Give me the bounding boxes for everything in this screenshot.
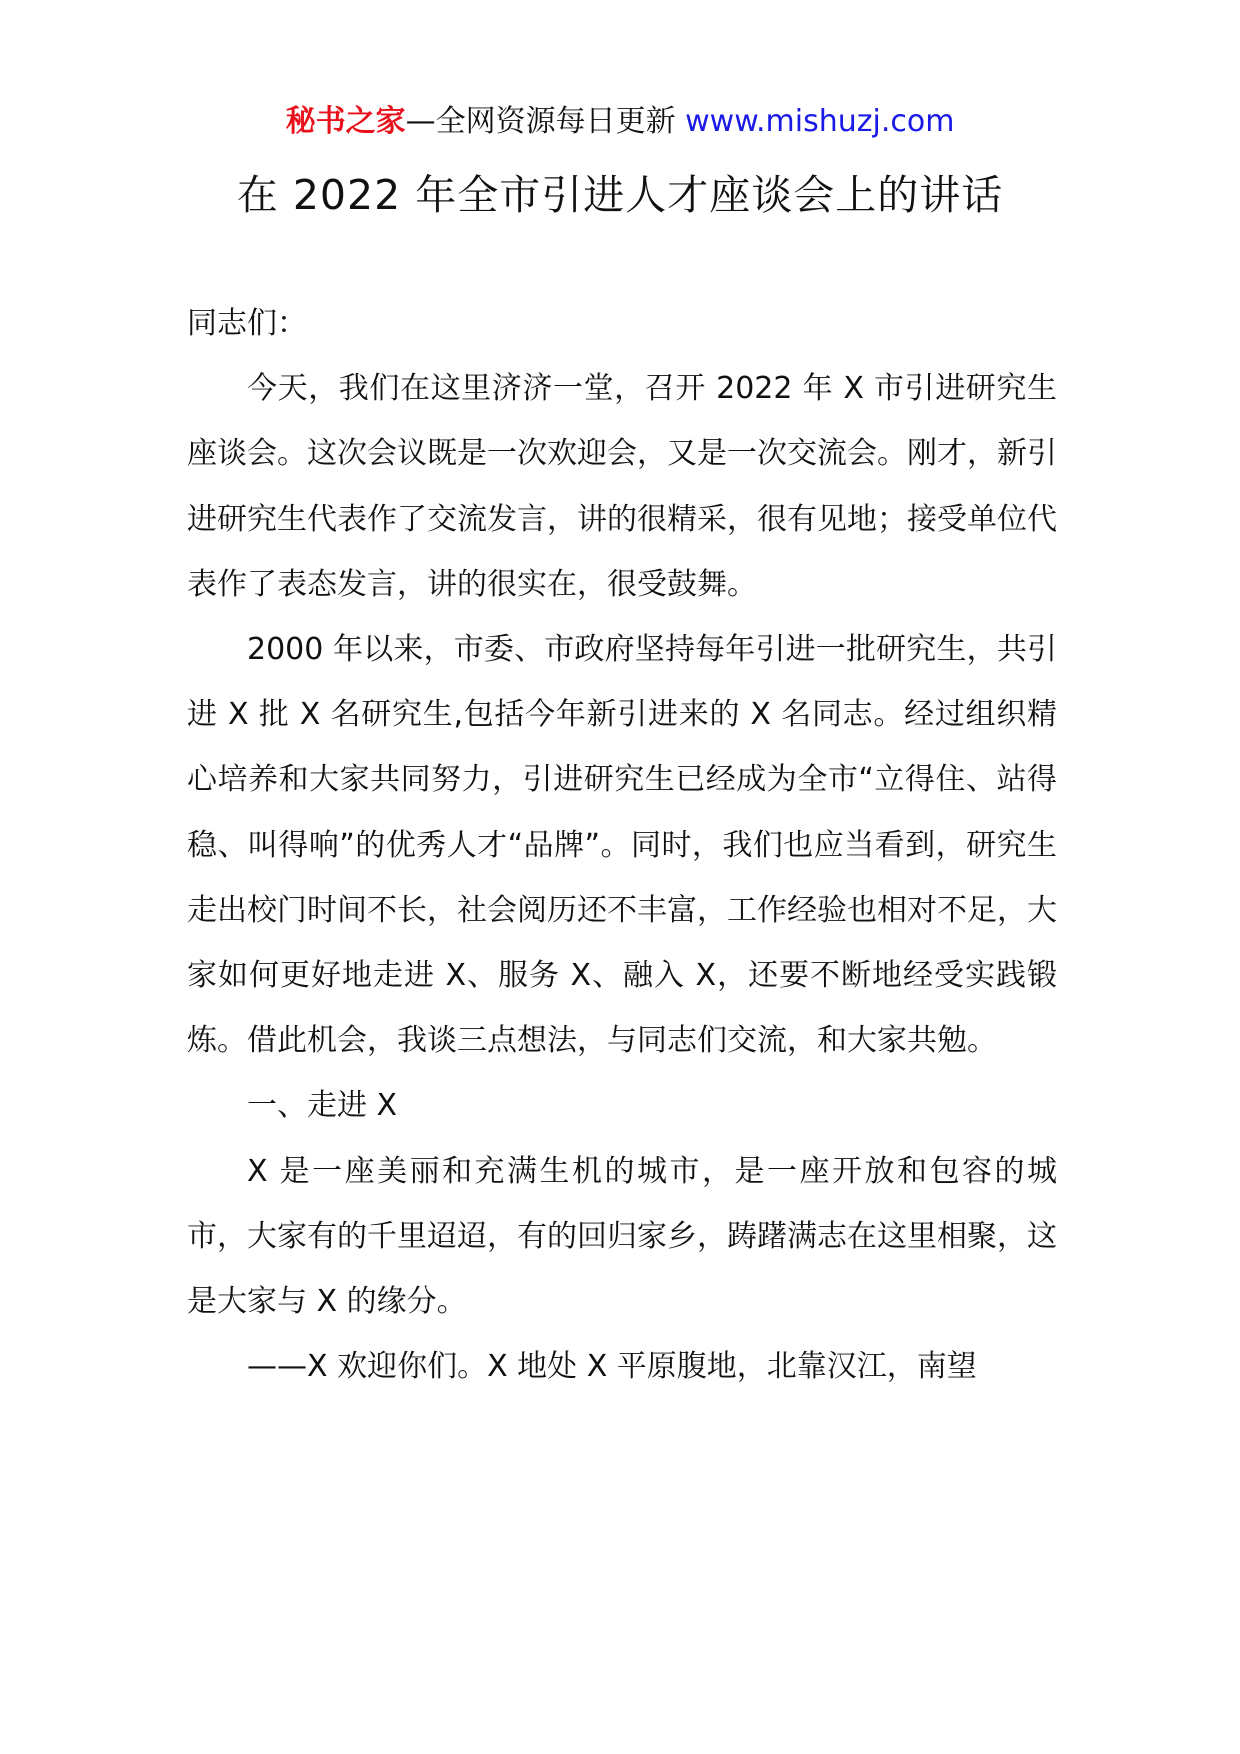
paragraph-3: X 是一座美丽和充满生机的城市，是一座开放和包容的城市，大家有的千里迢迢，有的回归家乡，踌躇满志在这里相聚，这是大家与 X 的缘分。 [187,1153,1057,1320]
document-body [187,291,1057,1399]
site-url-link[interactable]: www.mishuzj.com [685,104,955,139]
document-title: 在 2022 年全市引进人才座谈会上的讲话 [236,171,1004,219]
section-heading-1: 一、走进 X [247,1088,398,1124]
brand-name: 秘书之家 [285,104,406,139]
paragraph-1: 今天，我们在这里济济一堂，召开 2022 年 X 市引进研究生座谈会。这次会议既是一次欢迎会，又是一次交流会。刚才，新引进研究生代表作了交流发言，讲的很精采，很有见地；接受单位代表作了表态发言，讲的很实在，很受鼓舞。 [187,371,1057,602]
header-tagline: —全网资源每日更新 [405,104,676,139]
salutation: 同志们： [187,306,307,341]
paragraph-4: ——X 欢迎你们。X 地处 X 平原腹地，北靠汉江，南望 [247,1349,977,1385]
site-header [0,100,1240,144]
paragraph-2: 2000 年以来，市委、市政府坚持每年引进一批研究生，共引进 X 批 X 名研究生,包括今年新引进来的 X 名同志。经过组织精心培养和大家共同努力，引进研究生已经成为全市“立得住、站得稳、叫得响”的优秀人才“品牌”。同时，我们也应当看到，研究生走出校门时间不长，社会阅历还不丰富，工作经验也相对不足，大家如何更好地走进 X、服务 X、融入 X，还要不断地经受实践锻炼。借此机会，我谈三点想法，与同志们交流，和大家共勉。 [187,632,1057,1059]
